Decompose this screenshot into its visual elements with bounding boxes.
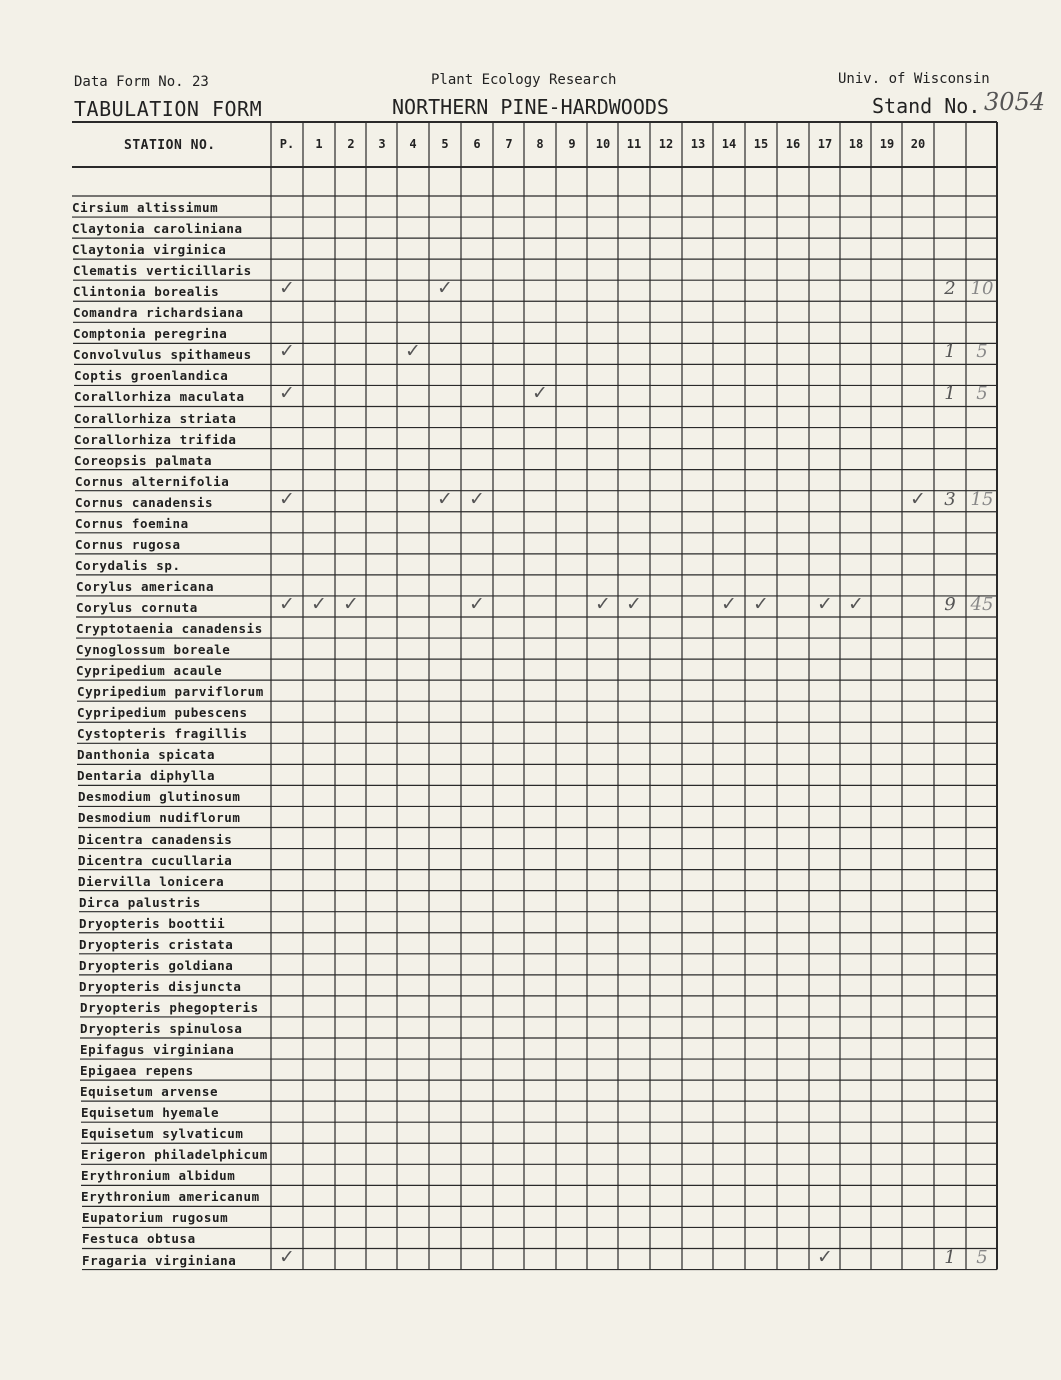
column-header-11: 11: [626, 137, 642, 151]
check-mark-icon: ✓: [279, 592, 295, 615]
column-header-20: 20: [910, 137, 926, 151]
species-name: Eupatorium rugosum: [82, 1210, 229, 1226]
check-mark-icon: ✓: [817, 592, 833, 615]
species-name: Dryopteris disjuncta: [79, 978, 242, 994]
species-name: Claytonia virginica: [72, 242, 227, 258]
species-name: Desmodium glutinosum: [78, 789, 241, 805]
check-mark-icon: ✓: [279, 1245, 295, 1268]
column-header-12: 12: [658, 137, 674, 151]
species-name: Dicentra canadensis: [78, 831, 233, 847]
column-header-16: 16: [785, 137, 801, 151]
species-name: Cryptotaenia canadensis: [76, 621, 263, 636]
species-name: Erythronium albidum: [81, 1168, 236, 1184]
species-name: Dryopteris spinulosa: [80, 1020, 243, 1036]
form-type-title: NORTHERN PINE-HARDWOODS: [392, 95, 669, 119]
species-name: Corallorhiza trifida: [74, 431, 237, 447]
organization-name: Plant Ecology Research: [431, 72, 617, 88]
column-header-9: 9: [568, 137, 576, 151]
check-mark-icon: ✓: [532, 382, 548, 405]
species-name: Clematis verticillaris: [73, 263, 252, 279]
tally-cover: 45: [970, 593, 994, 615]
form-title: TABULATION FORM: [74, 97, 263, 121]
column-header-19: 19: [879, 137, 895, 151]
tally-cover: 5: [976, 341, 988, 363]
species-name: Cornus foemina: [75, 515, 189, 531]
tally-count: 1: [944, 341, 956, 363]
column-header-3: 3: [378, 137, 386, 151]
species-name: Epifagus virginiana: [80, 1042, 235, 1057]
species-name: Corallorhiza maculata: [74, 389, 245, 405]
check-mark-icon: ✓: [848, 592, 864, 615]
species-name: Cypripedium acaule: [76, 663, 223, 679]
species-name: Cornus rugosa: [75, 536, 181, 552]
species-name: Dirca palustris: [79, 894, 201, 910]
tally-count: 9: [944, 593, 956, 615]
species-name: Dryopteris boottii: [79, 915, 226, 931]
species-name: Clintonia borealis: [73, 284, 220, 300]
check-mark-icon: ✓: [469, 592, 485, 615]
species-name: Erythronium americanum: [81, 1189, 260, 1205]
species-name: Danthonia spicata: [77, 747, 216, 763]
species-name: Cypripedium parviflorum: [77, 684, 264, 700]
species-name: Dryopteris phegopteris: [80, 999, 259, 1015]
check-mark-icon: ✓: [279, 382, 295, 405]
species-name: Dicentra cucullaria: [78, 852, 233, 868]
species-name: Corallorhiza striata: [74, 410, 237, 426]
column-header-1: 1: [315, 137, 323, 151]
species-name: Corylus cornuta: [76, 599, 198, 615]
tally-cover: 10: [970, 278, 994, 300]
species-name: Dryopteris goldiana: [79, 957, 234, 973]
form-number: Data Form No. 23: [74, 74, 209, 90]
species-name: Comptonia peregrina: [73, 326, 228, 342]
species-name: Cirsium altissimum: [72, 200, 219, 215]
check-mark-icon: ✓: [595, 592, 611, 615]
check-mark-icon: ✓: [817, 1245, 833, 1268]
column-header-13: 13: [690, 137, 706, 151]
species-name: Cornus alternifolia: [75, 473, 230, 489]
station-number-label: STATION NO.: [124, 138, 216, 153]
stand-number-label: Stand No.: [872, 94, 981, 118]
species-name: Coptis groenlandica: [74, 368, 229, 384]
species-name: Epigaea repens: [80, 1063, 194, 1079]
tally-cover: 5: [976, 383, 988, 405]
species-name: Erigeron philadelphicum: [81, 1147, 268, 1163]
check-mark-icon: ✓: [626, 592, 642, 615]
column-header-2: 2: [347, 137, 355, 151]
column-header-5: 5: [441, 137, 449, 151]
species-name: Coreopsis palmata: [74, 452, 213, 468]
stand-number-value: 3054: [984, 88, 1046, 116]
species-name: Fragaria virginiana: [82, 1252, 237, 1268]
check-mark-icon: ✓: [753, 592, 769, 615]
column-header-0: P.: [279, 137, 295, 151]
check-mark-icon: ✓: [343, 592, 359, 615]
check-mark-icon: ✓: [279, 340, 295, 363]
check-mark-icon: ✓: [279, 487, 295, 510]
column-header-8: 8: [536, 137, 544, 151]
species-name: Corydalis sp.: [75, 557, 181, 573]
column-header-6: 6: [473, 137, 481, 151]
species-name: Equisetum sylvaticum: [81, 1126, 244, 1142]
species-name: Cornus canadensis: [75, 494, 214, 510]
species-name: Dentaria diphylla: [77, 768, 216, 784]
check-mark-icon: ✓: [721, 592, 737, 615]
species-name: Convolvulus spithameus: [73, 347, 252, 363]
species-name: Equisetum arvense: [80, 1084, 219, 1100]
tally-count: 1: [944, 383, 956, 405]
species-name: Corylus americana: [76, 578, 215, 594]
check-mark-icon: ✓: [279, 277, 295, 300]
column-header-17: 17: [817, 137, 833, 151]
tally-cover: 5: [976, 1246, 988, 1268]
check-mark-icon: ✓: [437, 487, 453, 510]
species-name: Claytonia caroliniana: [72, 221, 243, 237]
species-name: Dryopteris cristata: [79, 936, 234, 952]
university-name: Univ. of Wisconsin: [838, 71, 990, 87]
tally-count: 3: [944, 488, 956, 510]
column-header-15: 15: [753, 137, 769, 151]
check-mark-icon: ✓: [311, 592, 327, 615]
column-header-4: 4: [409, 137, 417, 151]
column-header-10: 10: [595, 137, 611, 151]
species-name: Comandra richardsiana: [73, 305, 244, 321]
tally-count: 2: [944, 278, 956, 300]
column-header-14: 14: [721, 137, 737, 151]
species-name: Desmodium nudiflorum: [78, 810, 241, 826]
check-mark-icon: ✓: [910, 487, 926, 510]
column-header-18: 18: [848, 137, 864, 151]
check-mark-icon: ✓: [405, 340, 421, 363]
tally-cover: 15: [970, 488, 994, 510]
species-name: Cypripedium pubescens: [77, 705, 248, 721]
tally-count: 1: [944, 1246, 956, 1268]
species-name: Diervilla lonicera: [78, 873, 225, 889]
species-name: Equisetum hyemale: [81, 1105, 220, 1121]
column-header-7: 7: [505, 137, 513, 151]
check-mark-icon: ✓: [469, 487, 485, 510]
species-name: Cystopteris fragillis: [77, 726, 248, 742]
species-name: Cynoglossum boreale: [76, 642, 231, 658]
species-name: Festuca obtusa: [82, 1231, 196, 1247]
check-mark-icon: ✓: [437, 277, 453, 300]
